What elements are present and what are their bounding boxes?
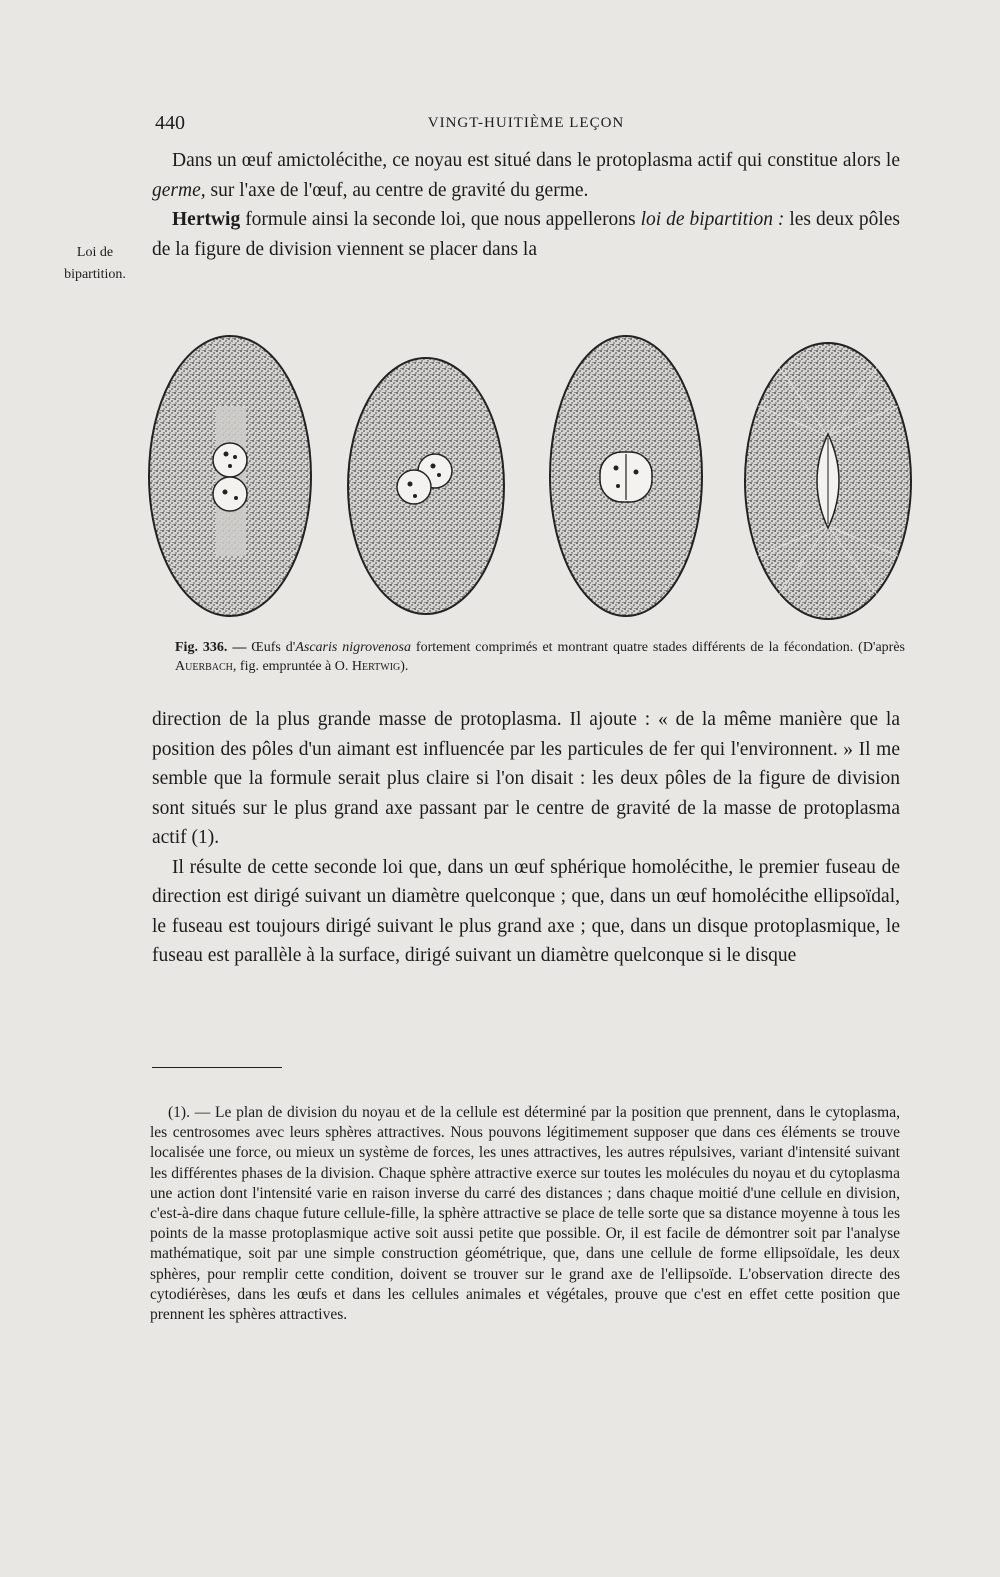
margin-note [45,242,145,286]
margin-note-line-1: Loi de [76,245,114,260]
paragraph-1 [152,146,900,205]
caption-author-1: Auerbach [175,659,233,674]
paragraph-1-text-end: sur l'axe de l'œuf, au centre de gravité du germe. [205,179,589,201]
paragraph-1-text: Dans un œuf amictolécithe, ce noyau est situé dans le protoplasma actif qui constitue alors le [172,150,900,171]
body-text-bottom [152,705,900,971]
egg-illustration [138,326,918,626]
margin-note-line-2: bipartition. [64,267,126,282]
egg-stage-3 [550,336,702,616]
egg-stage-2 [348,358,504,614]
page-header [155,112,897,138]
footnote-text: (1). — Le plan de division du noyau et de la cellule est déterminé par la position que prennent, dans le cytoplasma, les centrosomes avec leurs sphères attractives. Nous pouvons légitimement supposer que dans ces éléments se trouve localisée une force, ou mieux un système de forces, les unes attractives, les autres répulsives, variant d'intensité suivant les différentes phases de la division. Chaque sphère attractive exerce sur toutes les molécules du noyau et du cytoplasma une action dont l'intensité varie en raison inverse du carré des distances ; dans chaque moitié d'une cellule en division, c'est-à-dire dans chaque future cellule-fille, la sphère attractive se place de telle sorte que sa distance moyenne à tous les points de la masse protoplasmique active soit aussi petite que possible. Or, il est facile de démontrer soit par l'analyse mathématique, soit par une simple construction géométrique, que, dans une cellule de forme ellipsoïdale, les deux sphères, pour remplir cette condition, doivent se trouver sur le grand axe de l'ellipsoïde. L'observation directe des cytodiérèses, dans les œufs et dans les cellules animales et végétales, prouve que c'est en effet cette position que prennent les sphères attractives. [150,1104,900,1324]
paragraph-2-text-end: les deux pôles de la figure de division viennent se placer dans la [152,209,900,260]
body-text-top [152,146,900,264]
paragraph-3: direction de la plus grande masse de protoplasma. Il ajoute : « de la même manière que la position des pôles d'un aimant est influencée par les particules de fer qui l'environnent. » Il me semble que la formule serait plus claire si l'on disait : les deux pôles de la figure de division sont situés sur le plus grand axe passant par le centre de gravité de la masse de protoplasma actif (1). [152,709,900,848]
paragraph-1-emphasis: germe, [152,179,206,201]
caption-author-2: Hertwig [351,659,401,674]
caption-text-1: Œufs d' [246,640,296,655]
figure-caption [175,638,905,676]
paragraph-2-text: formule ainsi la seconde loi, que nous appellerons [240,209,641,230]
author-name: Hertwig [172,209,241,230]
figure-336 [138,326,918,626]
page-number: 440 [155,112,185,134]
footnote-rule [152,1067,282,1068]
figure-label: Fig. 336. — [175,640,247,655]
running-head: VINGT-HUITIÈME LEÇON [427,115,625,131]
egg-stage-4 [745,343,911,619]
paragraph-4: Il résulte de cette seconde loi que, dans un œuf sphérique homolécithe, le premier fuseau de direction est dirigé suivant un diamètre quelconque ; que, dans un œuf homolécithe ellipsoïdal, le fuseau est toujours dirigé suivant le plus grand axe ; que, dans un disque protoplasmique, le fuseau est parallèle à la surface, dirigé suivant un diamètre quelconque si le disque [152,856,900,966]
caption-text-4: ). [400,659,409,674]
caption-text-3: , fig. empruntée à O. [232,659,352,674]
species-name: Ascaris nigrovenosa [295,640,411,655]
caption-text-2: fortement comprimés et montrant quatre stades différents de la fécondation. (D'après [410,640,905,655]
law-name: loi de bipartition : [640,209,785,230]
egg-stage-1 [149,336,311,616]
footnote [150,1103,900,1325]
paragraph-2 [152,205,900,264]
